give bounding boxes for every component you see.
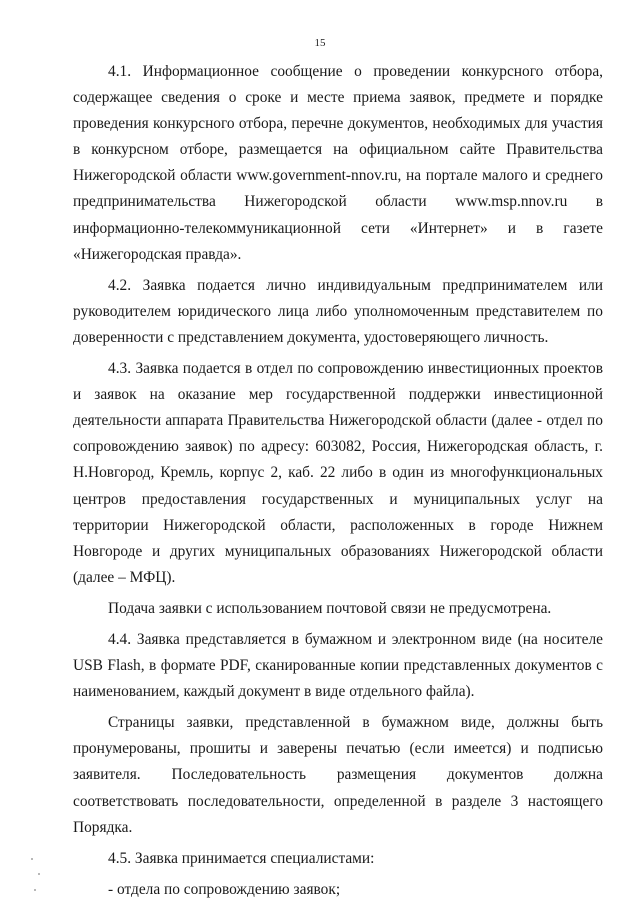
paragraph-postal-note: Подача заявки с использованием почтовой связи не предусмотрена.	[108, 599, 552, 617]
page-number: 15	[314, 37, 326, 49]
scan-speck	[38, 873, 40, 875]
document-body	[73, 59, 603, 903]
paragraph-4-1: 4.1. Информационное сообщение о проведении конкурсного отбора, содержащее сведения о сроке и месте приема заявок, предмете и порядке проведения конкурсного отбора, перечне документов, необходимых для участия в конкурсном отборе, размещается на официальном сайте Правительства Нижегородской области www.government-nnov.ru, на портале малого и среднего предпринимательства Нижегородской области www.msp.nnov.ru в информационно-телекоммуникационной сети «Интернет» и в газете «Нижегородская правда».	[73, 63, 603, 263]
list-item-department: - отдела по сопровождению заявок;	[108, 880, 341, 898]
paragraph-4-5: 4.5. Заявка принимается специалистами:	[108, 849, 375, 867]
scan-speck	[31, 858, 33, 860]
paragraph-4-4: 4.4. Заявка представляется в бумажном и электронном виде (на носителе USB Flash, в формате PDF, сканированные копии представленных документов с наименованием, каждый документ в виде отдельного файла).	[73, 630, 603, 701]
scan-speck	[34, 889, 36, 891]
paragraph-4-2: 4.2. Заявка подается лично индивидуальным предпринимателем или руководителем юридического лица либо уполномоченным представителем по доверенности с представлением документа, удостоверяющего личность.	[73, 276, 603, 346]
paragraph-pages-requirements: Страницы заявки, представленной в бумажном виде, должны быть пронумерованы, прошиты и заверены печатью (если имеется) и подписью заявителя. Последовательность размещения документов должна соответствовать последовательности, определенной в разделе 3 настоящего Порядка.	[73, 714, 603, 836]
paragraph-4-3: 4.3. Заявка подается в отдел по сопровождению инвестиционных проектов и заявок на оказание мер государственной поддержки инвестиционной деятельности аппарата Правительства Нижегородской области (далее - отдел по сопровождению заявок) по адресу: 603082, Россия, Нижегородская область, г. Н.Новгород, Кремль, корпус 2, каб. 22 либо в один из многофункциональных центров предоставления государственных и муниципальных услуг на территории Нижегородской области, расположенных в городе Нижнем Новгороде и других муниципальных образованиях Нижегородской области (далее – МФЦ).	[73, 360, 603, 586]
